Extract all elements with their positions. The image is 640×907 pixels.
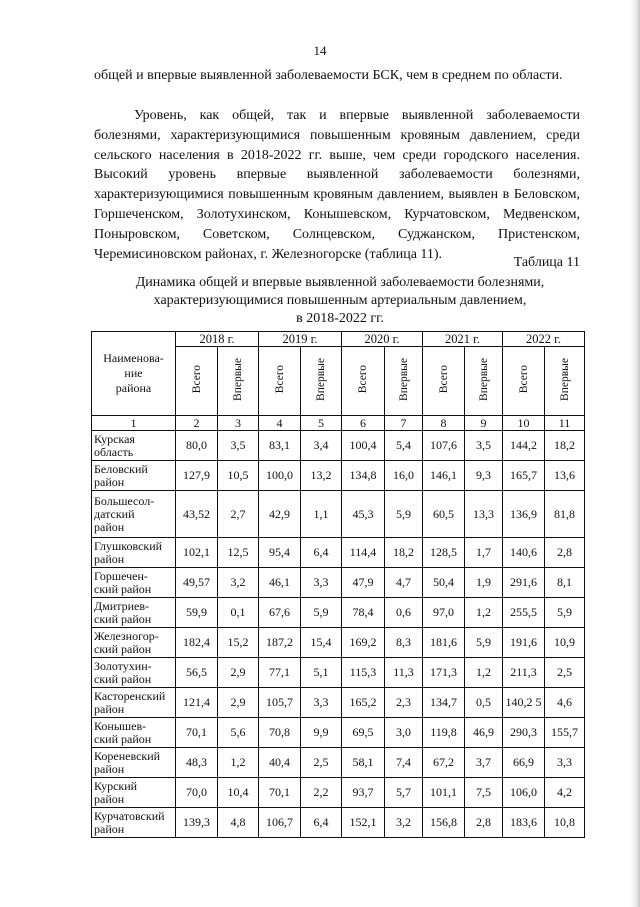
total-value-cell: 67,6 — [259, 598, 301, 628]
district-name-line: Большесол- — [94, 493, 155, 508]
total-value-cell: 46,1 — [259, 568, 301, 598]
new-value-cell: 9,9 — [301, 718, 342, 748]
new-value-cell: 10,5 — [218, 461, 259, 491]
new-value-cell: 2,5 — [545, 658, 585, 688]
total-value-cell: 70,1 — [259, 778, 301, 808]
column-number: 1 — [92, 416, 176, 431]
district-name-line: ский район — [94, 611, 152, 626]
column-number: 10 — [503, 416, 545, 431]
district-name-line: Конышев- — [94, 718, 147, 733]
column-number: 3 — [218, 416, 259, 431]
total-value-cell: 156,8 — [423, 808, 465, 838]
new-value-cell: 13,6 — [545, 461, 585, 491]
new-value-cell: 7,5 — [465, 778, 503, 808]
new-value-cell: 5,4 — [385, 431, 423, 461]
new-value-cell: 0,1 — [218, 598, 259, 628]
new-subheader — [218, 347, 259, 416]
total-value-cell: 59,9 — [176, 598, 218, 628]
district-name-line: район — [94, 761, 125, 776]
new-value-cell: 4,8 — [218, 808, 259, 838]
district-name-cell — [92, 808, 176, 838]
column-number: 11 — [545, 416, 585, 431]
district-name-line: Золотухин- — [94, 658, 152, 673]
district-name-line: район — [94, 701, 125, 716]
district-name-line: Касторенский — [94, 688, 166, 703]
new-value-cell: 8,3 — [385, 628, 423, 658]
new-value-cell: 3,2 — [385, 808, 423, 838]
total-subheader-text: Всего — [190, 364, 203, 394]
district-header-line: ние — [124, 366, 143, 380]
total-subheader-text: Всего — [273, 364, 286, 394]
total-subheader-text: Всего — [517, 364, 530, 394]
total-value-cell: 181,6 — [423, 628, 465, 658]
total-value-cell: 144,2 — [503, 431, 545, 461]
column-number: 9 — [465, 416, 503, 431]
total-value-cell: 42,9 — [259, 491, 301, 538]
district-name-cell — [92, 431, 176, 461]
total-value-cell: 67,2 — [423, 748, 465, 778]
new-value-cell: 4,7 — [385, 568, 423, 598]
total-value-cell: 45,3 — [342, 491, 385, 538]
new-value-cell: 15,2 — [218, 628, 259, 658]
new-value-cell: 3,3 — [301, 688, 342, 718]
district-name-line: Горшечен- — [94, 568, 148, 583]
new-value-cell: 0,6 — [385, 598, 423, 628]
district-name-line: район — [94, 791, 125, 806]
total-value-cell: 83,1 — [259, 431, 301, 461]
total-value-cell: 106,7 — [259, 808, 301, 838]
district-name-line: Беловский — [94, 461, 148, 476]
district-name-cell — [92, 538, 176, 568]
total-value-cell: 119,8 — [423, 718, 465, 748]
table-row — [92, 598, 585, 628]
district-header-line: района — [115, 381, 152, 395]
table-row — [92, 808, 585, 838]
table-label: Таблица 11 — [513, 255, 580, 270]
new-subheader — [385, 347, 423, 416]
table-title — [90, 274, 590, 328]
table-body — [92, 416, 585, 838]
district-name-line: ский район — [94, 641, 152, 656]
year-header: 2018 г. — [176, 332, 259, 347]
total-value-cell: 70,8 — [259, 718, 301, 748]
new-value-cell: 3,5 — [218, 431, 259, 461]
new-value-cell: 3,4 — [301, 431, 342, 461]
new-value-cell: 2,5 — [301, 748, 342, 778]
new-value-cell: 5,9 — [301, 598, 342, 628]
total-value-cell: 50,4 — [423, 568, 465, 598]
district-name-line: район — [94, 821, 125, 836]
table-row — [92, 628, 585, 658]
total-value-cell: 58,1 — [342, 748, 385, 778]
total-value-cell: 291,6 — [503, 568, 545, 598]
new-value-cell: 3,3 — [545, 748, 585, 778]
total-value-cell: 136,9 — [503, 491, 545, 538]
new-value-cell: 16,0 — [385, 461, 423, 491]
district-name-line: Дмитриев- — [94, 598, 150, 613]
year-header: 2019 г. — [259, 332, 342, 347]
total-value-cell: 66,9 — [503, 748, 545, 778]
total-value-cell: 171,3 — [423, 658, 465, 688]
new-value-cell: 5,7 — [385, 778, 423, 808]
new-value-cell: 13,2 — [301, 461, 342, 491]
district-name-cell — [92, 658, 176, 688]
new-value-cell: 12,5 — [218, 538, 259, 568]
new-value-cell: 4,6 — [545, 688, 585, 718]
total-value-cell: 182,4 — [176, 628, 218, 658]
new-value-cell: 81,8 — [545, 491, 585, 538]
district-name-line: датский — [94, 506, 135, 521]
new-value-cell: 3,3 — [301, 568, 342, 598]
new-value-cell: 2,3 — [385, 688, 423, 718]
table-row — [92, 778, 585, 808]
district-name-cell — [92, 748, 176, 778]
district-name-cell — [92, 778, 176, 808]
total-value-cell: 127,9 — [176, 461, 218, 491]
district-name-line: район — [94, 551, 125, 566]
new-value-cell: 5,1 — [301, 658, 342, 688]
new-value-cell: 155,7 — [545, 718, 585, 748]
new-value-cell: 6,4 — [301, 538, 342, 568]
total-value-cell: 102,1 — [176, 538, 218, 568]
new-value-cell: 2,8 — [465, 808, 503, 838]
new-value-cell: 2,9 — [218, 688, 259, 718]
table-row — [92, 538, 585, 568]
total-value-cell: 70,1 — [176, 718, 218, 748]
district-name-line: Курская — [94, 431, 135, 446]
new-subheader — [545, 347, 585, 416]
new-value-cell: 5,9 — [385, 491, 423, 538]
new-value-cell: 3,2 — [218, 568, 259, 598]
total-value-cell: 165,7 — [503, 461, 545, 491]
total-value-cell: 169,2 — [342, 628, 385, 658]
total-subheader — [176, 347, 218, 416]
new-value-cell: 1,2 — [218, 748, 259, 778]
district-name-line: Глушковский — [94, 538, 163, 553]
total-value-cell: 43,52 — [176, 491, 218, 538]
table-row — [92, 491, 585, 538]
total-value-cell: 95,4 — [259, 538, 301, 568]
new-value-cell: 6,4 — [301, 808, 342, 838]
new-value-cell: 1,7 — [465, 538, 503, 568]
district-name-line: Курчатовский — [94, 808, 165, 823]
total-value-cell: 134,8 — [342, 461, 385, 491]
total-value-cell: 48,3 — [176, 748, 218, 778]
column-number: 7 — [385, 416, 423, 431]
district-name-line: ский район — [94, 581, 152, 596]
new-value-cell: 9,3 — [465, 461, 503, 491]
total-value-cell: 290,3 — [503, 718, 545, 748]
district-name-cell — [92, 491, 176, 538]
total-value-cell: 106,0 — [503, 778, 545, 808]
new-value-cell: 1,2 — [465, 598, 503, 628]
new-value-cell: 8,1 — [545, 568, 585, 598]
morbidity-table — [91, 331, 585, 838]
total-value-cell: 70,0 — [176, 778, 218, 808]
total-value-cell: 107,6 — [423, 431, 465, 461]
district-name-cell — [92, 461, 176, 491]
table-row — [92, 461, 585, 491]
total-value-cell: 146,1 — [423, 461, 465, 491]
total-value-cell: 101,1 — [423, 778, 465, 808]
table-row — [92, 568, 585, 598]
total-value-cell: 69,5 — [342, 718, 385, 748]
column-number: 2 — [176, 416, 218, 431]
district-name-cell — [92, 718, 176, 748]
new-subheader — [301, 347, 342, 416]
total-subheader — [503, 347, 545, 416]
total-value-cell: 211,3 — [503, 658, 545, 688]
district-header-line: Наименова- — [103, 351, 164, 365]
new-value-cell: 13,3 — [465, 491, 503, 538]
new-value-cell: 18,2 — [385, 538, 423, 568]
total-value-cell: 100,4 — [342, 431, 385, 461]
total-value-cell: 140,2 5 — [503, 688, 545, 718]
district-name-line: Курский — [94, 778, 138, 793]
total-value-cell: 114,4 — [342, 538, 385, 568]
new-value-cell: 1,9 — [465, 568, 503, 598]
new-subheader-text: Впервые — [315, 357, 327, 401]
new-subheader-text: Впервые — [232, 357, 244, 401]
year-header: 2022 г. — [503, 332, 585, 347]
page-edge-shadow — [630, 0, 640, 907]
total-subheader-text: Всего — [357, 364, 369, 394]
new-value-cell: 10,9 — [545, 628, 585, 658]
new-value-cell: 18,2 — [545, 431, 585, 461]
total-subheader — [342, 347, 385, 416]
total-value-cell: 139,3 — [176, 808, 218, 838]
paragraph-main: Уровень, как общей, так и впервые выявленной заболеваемости болезнями, характеризующимися повышенным кровяным давлением, среди сельского населения в 2018-2022 гг. выше, чем среди городского населения. Высокий уровень впервые выявленной заболеваемости болезнями, характеризующимися повышенным кровяным давлением, выявлен в Беловском, Горшеченском, Золотухинском, Конышевском, Курчатовском, Медвенском, Поныровском, Советском, Солнцевском, Суджанском, Пристенском, Черемисиновском районах, г. Железногорске (таблица 11). — [94, 108, 580, 262]
total-value-cell: 191,6 — [503, 628, 545, 658]
total-value-cell: 115,3 — [342, 658, 385, 688]
district-name-cell — [92, 688, 176, 718]
table-row — [92, 431, 585, 461]
table-row — [92, 748, 585, 778]
total-value-cell: 78,4 — [342, 598, 385, 628]
new-value-cell: 46,9 — [465, 718, 503, 748]
district-name-line: район — [94, 519, 125, 534]
new-value-cell: 11,3 — [385, 658, 423, 688]
total-value-cell: 60,5 — [423, 491, 465, 538]
total-value-cell: 97,0 — [423, 598, 465, 628]
total-value-cell: 49,57 — [176, 568, 218, 598]
table-row — [92, 658, 585, 688]
total-subheader — [423, 347, 465, 416]
total-subheader-text: Всего — [437, 364, 450, 394]
total-value-cell: 187,2 — [259, 628, 301, 658]
new-value-cell: 1,2 — [465, 658, 503, 688]
district-name-header — [92, 332, 176, 416]
total-value-cell: 105,7 — [259, 688, 301, 718]
column-number: 8 — [423, 416, 465, 431]
new-value-cell: 10,4 — [218, 778, 259, 808]
column-number: 5 — [301, 416, 342, 431]
total-value-cell: 100,0 — [259, 461, 301, 491]
total-subheader — [259, 347, 301, 416]
total-value-cell: 56,5 — [176, 658, 218, 688]
total-value-cell: 128,5 — [423, 538, 465, 568]
total-value-cell: 80,0 — [176, 431, 218, 461]
table-title-line-1: Динамика общей и впервые выявленной заболеваемости болезнями, — [135, 275, 545, 290]
new-value-cell: 0,5 — [465, 688, 503, 718]
district-name-cell — [92, 568, 176, 598]
column-number: 4 — [259, 416, 301, 431]
new-value-cell: 2,2 — [301, 778, 342, 808]
total-value-cell: 121,4 — [176, 688, 218, 718]
page-number: 14 — [313, 43, 327, 58]
total-value-cell: 183,6 — [503, 808, 545, 838]
district-name-line: область — [94, 444, 134, 459]
new-value-cell: 2,9 — [218, 658, 259, 688]
new-subheader-text: Впервые — [477, 357, 490, 401]
new-subheader-text: Впервые — [558, 357, 571, 401]
district-name-line: ский район — [94, 731, 152, 746]
year-header: 2020 г. — [342, 332, 423, 347]
new-value-cell: 15,4 — [301, 628, 342, 658]
new-value-cell: 10,8 — [545, 808, 585, 838]
column-number-row — [92, 416, 585, 431]
new-value-cell: 5,9 — [465, 628, 503, 658]
district-name-line: Железногор- — [94, 628, 159, 643]
year-header: 2021 г. — [423, 332, 503, 347]
table-row — [92, 688, 585, 718]
total-value-cell: 140,6 — [503, 538, 545, 568]
total-value-cell: 152,1 — [342, 808, 385, 838]
new-value-cell: 3,0 — [385, 718, 423, 748]
table-title-line-3: в 2018-2022 гг. — [296, 311, 384, 326]
new-value-cell: 7,4 — [385, 748, 423, 778]
total-value-cell: 165,2 — [342, 688, 385, 718]
total-value-cell: 93,7 — [342, 778, 385, 808]
total-value-cell: 40,4 — [259, 748, 301, 778]
table-title-line-2: характеризующимися повышенным артериальным давлением, — [153, 293, 527, 308]
column-number: 6 — [342, 416, 385, 431]
district-name-cell — [92, 598, 176, 628]
new-value-cell: 5,9 — [545, 598, 585, 628]
new-value-cell: 2,7 — [218, 491, 259, 538]
total-value-cell: 47,9 — [342, 568, 385, 598]
total-value-cell: 134,7 — [423, 688, 465, 718]
new-value-cell: 2,8 — [545, 538, 585, 568]
district-name-line: район — [94, 474, 125, 489]
total-value-cell: 77,1 — [259, 658, 301, 688]
table-row — [92, 718, 585, 748]
new-value-cell: 1,1 — [301, 491, 342, 538]
new-value-cell: 5,6 — [218, 718, 259, 748]
new-value-cell: 4,2 — [545, 778, 585, 808]
paragraph-continuation: общей и впервые выявленной заболеваемости БСК, чем в среднем по области. — [94, 68, 563, 83]
district-name-line: ский район — [94, 671, 152, 686]
total-value-cell: 255,5 — [503, 598, 545, 628]
new-value-cell: 3,7 — [465, 748, 503, 778]
district-name-line: Кореневский — [94, 748, 161, 763]
district-name-cell — [92, 628, 176, 658]
new-subheader-text: Впервые — [397, 357, 410, 401]
new-value-cell: 3,5 — [465, 431, 503, 461]
new-subheader — [465, 347, 503, 416]
